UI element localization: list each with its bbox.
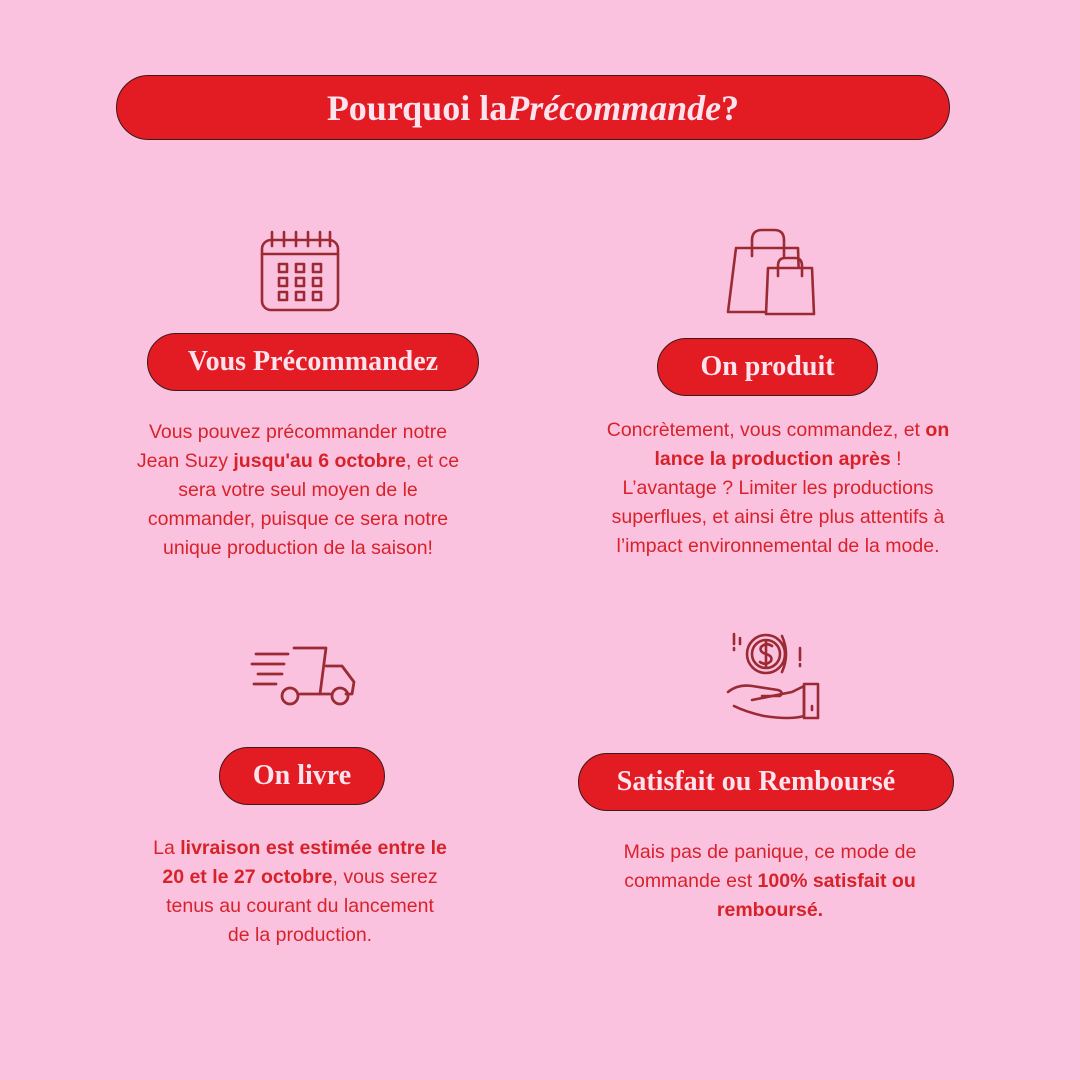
text-line <box>88 505 508 534</box>
emphasis-text: lance la production après <box>654 448 891 470</box>
emphasis-text: 100% satisfait ou <box>757 870 916 892</box>
body-text-span: , et ce <box>405 450 460 472</box>
title-prefix: Pourquoi la <box>326 87 508 128</box>
body-text-span: de la production. <box>227 924 373 946</box>
text-line <box>88 534 508 563</box>
emphasis-text: 20 et le 27 octobre <box>162 866 333 888</box>
title-emphasis: Précommande <box>507 87 722 128</box>
body-text-span: Vous pouvez précommander notre <box>148 421 448 443</box>
body-text-span: Mais pas de panique, ce mode de <box>623 841 917 863</box>
text-line <box>548 445 1008 474</box>
text-line <box>548 532 1008 561</box>
section-text <box>560 838 980 925</box>
body-text-span: Jean Suzy <box>136 450 234 472</box>
title-suffix: ? <box>721 87 740 128</box>
section-heading-label: On livre <box>252 760 352 791</box>
body-text-span: L’avantage ? Limiter les productions <box>622 477 934 499</box>
section-text <box>100 834 500 950</box>
calendar-icon <box>258 228 342 314</box>
text-line <box>548 503 1008 532</box>
delivery-truck-icon <box>248 640 360 710</box>
text-line <box>560 867 980 896</box>
text-line <box>88 418 508 447</box>
emphasis-text: livraison est estimée entre le <box>180 837 447 859</box>
body-text-span: l’impact environnemental de la mode. <box>616 535 940 557</box>
section-heading-produit <box>657 338 878 396</box>
section-text <box>548 416 1008 561</box>
emphasis-text: jusqu'au 6 octobre <box>233 450 406 472</box>
section-heading-satisfait <box>578 753 954 811</box>
shopping-bags-icon <box>724 226 818 318</box>
body-text-span: ! <box>890 448 902 470</box>
section-text <box>88 418 508 563</box>
coin-in-hand-icon <box>724 626 824 724</box>
emphasis-text: on <box>925 419 950 441</box>
section-heading-label: Vous Précommandez <box>187 346 439 377</box>
text-line <box>88 447 508 476</box>
section-heading-livre <box>219 747 385 805</box>
body-text-span: Concrètement, vous commandez, et <box>606 419 926 441</box>
section-heading-precommandez <box>147 333 479 391</box>
text-line <box>560 896 980 925</box>
text-line <box>100 921 500 950</box>
body-text-span: La <box>153 837 181 859</box>
body-text-span: commander, puisque ce sera notre <box>147 508 449 530</box>
section-heading-label: On produit <box>700 351 835 382</box>
body-text-span: , vous serez <box>332 866 438 888</box>
text-line <box>560 838 980 867</box>
emphasis-text: remboursé. <box>716 899 824 921</box>
body-text-span: tenus au courant du lancement <box>166 895 434 917</box>
section-heading-label: Satisfait ou Remboursé <box>616 766 896 797</box>
text-line <box>548 416 1008 445</box>
body-text-span: commande est <box>624 870 758 892</box>
body-text-span: unique production de la saison! <box>163 537 433 559</box>
text-line <box>100 892 500 921</box>
body-text-span: sera votre seul moyen de le <box>178 479 418 501</box>
text-line <box>100 834 500 863</box>
text-line <box>548 474 1008 503</box>
body-text-span: superflues, et ainsi être plus attentifs à <box>611 506 945 528</box>
page-title <box>116 75 950 140</box>
text-line <box>100 863 500 892</box>
text-line <box>88 476 508 505</box>
